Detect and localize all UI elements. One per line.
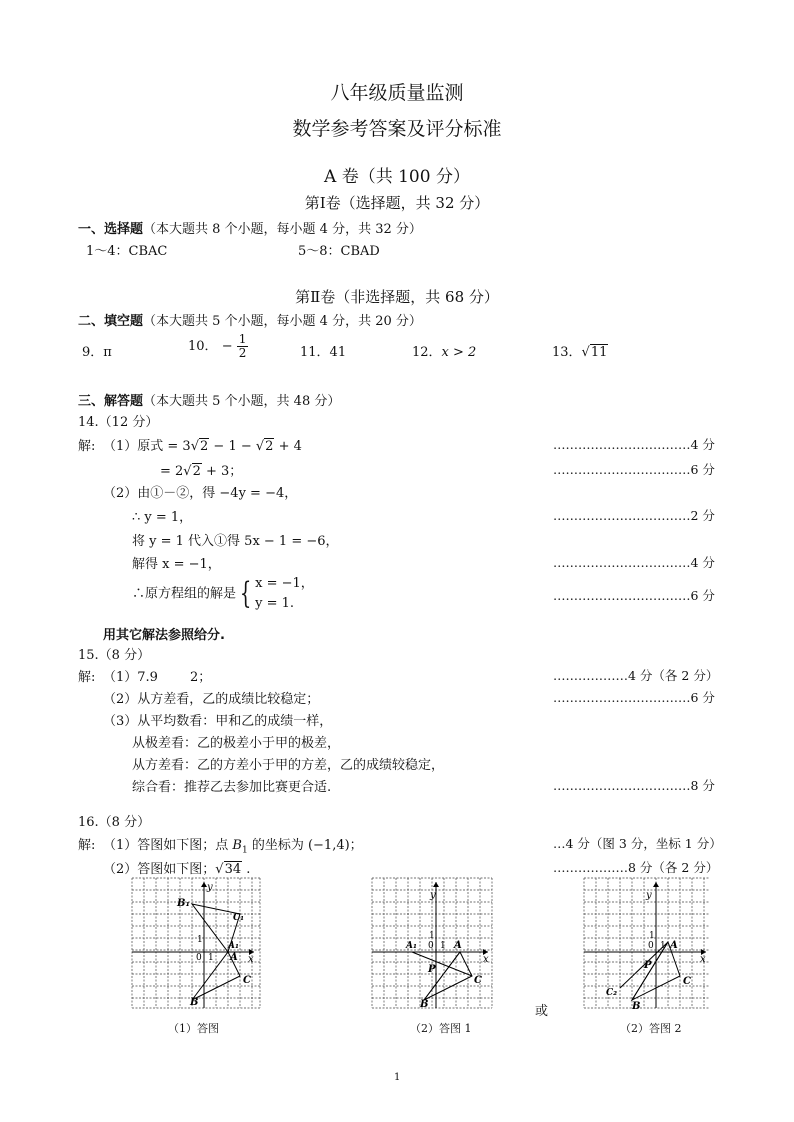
q14-line-3: （2）由①－②，得 −4y = −4， (103, 486, 298, 501)
volume-2-title: 第Ⅱ卷（非选择题，共 68 分） (295, 288, 499, 306)
q16-line-2: （2）答图如下图；√34 . (103, 862, 251, 877)
q14-heading: 14.（12 分） (78, 415, 159, 430)
fig2-label-p: P (428, 964, 436, 975)
volume-1-title: 第Ⅰ卷（选择题，共 32 分） (304, 194, 490, 212)
q14-note: 用其它解法参照给分. (103, 628, 225, 643)
fill-10-denominator: 2 (238, 346, 247, 360)
fig3-label-a: A (670, 940, 678, 951)
fig2-unit-x: 1 (440, 941, 446, 951)
fig1-grid (132, 878, 260, 1008)
caption-figure-3: （2）答图 2 (620, 1022, 682, 1035)
fig3-label-p: P (644, 960, 652, 971)
q14-line-7: ∴原方程组的解是 { x = −1， y = 1. (132, 576, 314, 611)
caption-figure-1: （1）答图 (168, 1022, 219, 1035)
mc-answers-2: 5～8：CBAD (298, 244, 380, 259)
q15-score-2: ……………………………6 分 (553, 690, 715, 705)
q14-score-2: ……………………………6 分 (553, 462, 715, 477)
fill-12-expression: x > 2 (441, 345, 477, 360)
q15-line-1a: （1）7.9 (103, 670, 158, 685)
q15-line-5: 从方差看：乙的方差小于甲的方差，乙的成绩较稳定， (132, 758, 445, 773)
q16-score-1: …4 分（图 3 分，坐标 1 分） (553, 836, 722, 851)
q16-jie: 解: (78, 838, 96, 853)
fill-10-sign: − (221, 339, 233, 354)
section-1-note: （本大题共 8 个小题，每小题 4 分，共 32 分） (143, 222, 422, 237)
fill-10-fraction (237, 333, 249, 360)
fill-13-label: 13． (552, 345, 582, 360)
fig2-origin: 0 (428, 941, 434, 951)
or-label: 或 (535, 1004, 549, 1019)
fig1-label-a1: A₁ (228, 941, 239, 951)
fig1-label-b1: B₁ (177, 898, 190, 909)
fig1-origin: 0 (196, 953, 202, 963)
q14-score-4: ……………………………4 分 (553, 555, 715, 570)
fig2-label-a: A (454, 940, 462, 951)
fig3-y-label: y (646, 890, 652, 901)
fig1-y-label: y (207, 882, 213, 893)
section-2-note: （本大题共 5 个小题，每小题 4 分，共 20 分） (143, 314, 422, 329)
q14-line-1: （1）原式 = 3√2 − 1 − √2 + 4 (103, 439, 302, 454)
fig1-unit-y: 1 (197, 935, 203, 945)
fig1-label-a: A (230, 952, 238, 963)
q15-jie: 解: (78, 670, 96, 685)
mc-answers-1: 1～4：CBAC (86, 244, 168, 259)
q14-score-3: ……………………………2 分 (553, 508, 715, 523)
q14-line-2: = 2√2 + 3； (160, 464, 243, 479)
fig1-label-c: C (243, 975, 251, 986)
q15-line-1b: 2； (190, 670, 212, 685)
fill-answer-13: 13．√11 (552, 345, 608, 360)
q16-score-2: ………………8 分（各 2 分） (553, 860, 719, 875)
q14-jie: 解: (78, 439, 96, 454)
doc-title: 八年级质量监测 (330, 82, 464, 104)
fill-12-label: 12． (412, 345, 442, 360)
q14-score-1: ……………………………4 分 (553, 437, 715, 452)
section-1-label: 一、选择题 (78, 222, 144, 237)
fig3-unit-y: 1 (649, 931, 655, 941)
fill-10-label: 10． (188, 339, 218, 354)
fig3-axes (584, 882, 706, 1008)
q15-line-6: 综合看：推荐乙去参加比赛更合适. (132, 780, 332, 795)
q14-line-6: 解得 x = −1， (132, 557, 221, 572)
q14-score-5: ……………………………6 分 (553, 588, 715, 603)
section-2-label: 二、填空题 (78, 314, 144, 329)
fill-answer-12 (412, 341, 476, 360)
part-a-title: A 卷（共 100 分） (324, 167, 470, 187)
fig3-label-b: B (632, 1001, 641, 1010)
figure-3 (582, 876, 712, 1010)
figure-1 (130, 876, 262, 1010)
q15-line-2: （2）从方差看，乙的成绩比较稳定； (103, 692, 320, 707)
fig1-label-c1: C₁ (233, 913, 245, 923)
caption-figure-2: （2）答图 1 (410, 1022, 472, 1035)
fig2-path-lines (412, 952, 472, 1000)
doc-subtitle: 数学参考答案及评分标准 (292, 118, 502, 140)
fig1-label-b: B (190, 997, 199, 1008)
q14-line-5: 将 y = 1 代入①得 5x − 1 = −6， (132, 534, 339, 549)
q15-line-4: 从极差看：乙的极差小于甲的极差， (132, 736, 341, 751)
section-3-note: （本大题共 5 个小题，共 48 分） (143, 394, 341, 409)
fig2-label-c: C (474, 975, 482, 986)
fill-13-radicand: 11 (590, 345, 608, 360)
fill-answer-9: 9．π (82, 345, 112, 360)
figure-2 (370, 876, 494, 1010)
fig3-label-c: C (683, 976, 691, 987)
section-2-heading (78, 310, 422, 329)
q15-line-3: （3）从平均数看：甲和乙的成绩一样， (103, 714, 333, 729)
fig2-x-label: x (483, 954, 489, 965)
fig3-origin: 0 (648, 941, 654, 951)
fig3-x-label: x (700, 954, 706, 965)
q15-score-1: ………………4 分（各 2 分） (553, 668, 719, 683)
fig2-label-a1: A₁ (406, 941, 417, 951)
page-number: 1 (394, 1072, 401, 1083)
fig2-unit-y: 1 (429, 931, 435, 941)
fill-answer-11: 11．41 (300, 345, 347, 360)
q15-score-3: ……………………………8 分 (553, 778, 715, 793)
fig1-unit-x: 1 (208, 953, 214, 963)
fig3-unit-x: 1 (660, 941, 666, 951)
fig3-label-c2: C₂ (606, 988, 618, 998)
fig2-label-b: B (420, 999, 429, 1010)
section-3-heading (78, 390, 340, 409)
fig2-y-label: y (430, 890, 436, 901)
q15-heading: 15.（8 分） (78, 648, 151, 663)
q16-heading: 16.（8 分） (78, 815, 151, 830)
q14-line-4: ∴ y = 1， (132, 510, 193, 525)
section-1-heading (78, 218, 422, 237)
section-3-label: 三、解答题 (78, 394, 144, 409)
fill-answer-10 (188, 333, 248, 360)
fig1-x-label: x (248, 954, 254, 965)
q16-line-1: （1）答图如下图；点 $B_1$ 的坐标为 (−1,4)； (103, 838, 363, 856)
fill-10-numerator: 1 (238, 332, 247, 346)
